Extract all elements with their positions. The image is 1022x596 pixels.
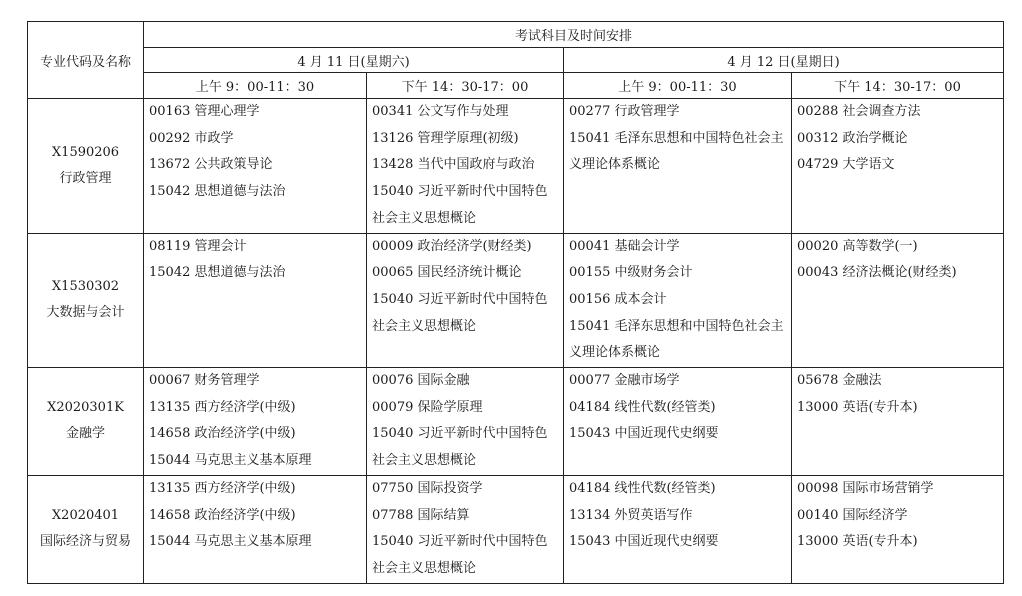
course-entry: 13428 当代中国政府与政治 bbox=[372, 157, 535, 173]
course-entry: 14658 政治经济学(中级) bbox=[149, 426, 296, 442]
course-entry: 00292 市政学 bbox=[149, 130, 234, 146]
major-code: X2020301K bbox=[47, 400, 124, 416]
course-entry: 社会主义思想概论 bbox=[372, 210, 477, 226]
course-entry: 义理论体系概论 bbox=[569, 345, 661, 361]
exam-slot-cell bbox=[792, 475, 1004, 583]
course-entry: 义理论体系概论 bbox=[569, 157, 661, 173]
course-entry: 08119 管理会计 bbox=[149, 238, 247, 254]
course-entry: 15040 习近平新时代中国特色 bbox=[372, 534, 548, 550]
course-entry: 00043 经济法概论(财经类) bbox=[797, 265, 957, 281]
exam-slot-cell bbox=[144, 368, 367, 476]
major-cell bbox=[28, 475, 144, 583]
course-entry: 15042 思想道德与法治 bbox=[149, 265, 286, 281]
major-row bbox=[28, 99, 1004, 234]
exam-schedule-table bbox=[27, 21, 1004, 584]
course-entry: 13672 公共政策导论 bbox=[149, 157, 273, 173]
course-entry: 15043 中国近现代史纲要 bbox=[569, 426, 719, 442]
exam-slot-cell bbox=[144, 475, 367, 583]
exam-slot-cell bbox=[367, 368, 564, 476]
course-entry: 00067 财务管理学 bbox=[149, 373, 260, 389]
major-code: X1530302 bbox=[51, 279, 120, 295]
course-entry: 00009 政治经济学(财经类) bbox=[372, 238, 532, 254]
schedule-body bbox=[28, 99, 1004, 584]
course-entry: 00041 基础会计学 bbox=[569, 238, 680, 254]
course-entry: 13135 西方经济学(中级) bbox=[149, 480, 296, 496]
day-header-apr11: 4 月 11 日(星期六) bbox=[144, 48, 564, 73]
major-row bbox=[28, 475, 1004, 583]
major-name: 金融学 bbox=[65, 426, 105, 442]
schedule-title-header: 考试科目及时间安排 bbox=[144, 22, 1004, 48]
course-entry: 00288 社会调查方法 bbox=[797, 104, 921, 119]
course-entry: 13134 外贸英语写作 bbox=[569, 507, 693, 523]
course-entry: 00077 金融市场学 bbox=[569, 373, 680, 389]
header-row-days bbox=[28, 48, 1004, 73]
course-entry: 00079 保险学原理 bbox=[372, 399, 483, 415]
course-entry: 15041 毛泽东思想和中国特色社会主 bbox=[569, 130, 784, 146]
major-cell bbox=[28, 233, 144, 368]
course-entry: 15041 毛泽东思想和中国特色社会主 bbox=[569, 318, 784, 334]
major-cell bbox=[28, 368, 144, 476]
header-row-slots bbox=[28, 73, 1004, 99]
course-entry: 13000 英语(专升本) bbox=[797, 534, 918, 550]
major-code: X1590206 bbox=[51, 144, 120, 160]
course-entry: 07750 国际投资学 bbox=[372, 480, 483, 496]
course-entry: 15040 习近平新时代中国特色 bbox=[372, 426, 548, 442]
course-entry: 15040 习近平新时代中国特色 bbox=[372, 291, 548, 307]
course-entry: 社会主义思想概论 bbox=[372, 318, 477, 334]
course-entry: 00155 中级财务会计 bbox=[569, 265, 693, 281]
course-entry: 13135 西方经济学(中级) bbox=[149, 399, 296, 415]
course-entry: 00098 国际市场营销学 bbox=[797, 480, 934, 496]
course-entry: 00277 行政管理学 bbox=[569, 104, 680, 119]
exam-slot-cell bbox=[367, 475, 564, 583]
course-entry: 15044 马克思主义基本原理 bbox=[149, 453, 312, 469]
course-entry: 05678 金融法 bbox=[797, 373, 882, 389]
course-entry: 15044 马克思主义基本原理 bbox=[149, 534, 312, 550]
header-row-title bbox=[28, 22, 1004, 48]
course-entry: 00163 管理心理学 bbox=[149, 104, 260, 119]
slot-header-apr11-pm: 下午 14：30-17：00 bbox=[367, 73, 564, 99]
course-entry: 00065 国民经济统计概论 bbox=[372, 265, 522, 281]
course-entry: 15042 思想道德与法治 bbox=[149, 184, 286, 200]
exam-slot-cell bbox=[792, 233, 1004, 368]
course-entry: 15043 中国近现代史纲要 bbox=[569, 534, 719, 550]
major-name: 行政管理 bbox=[59, 170, 112, 186]
course-entry: 13126 管理学原理(初级) bbox=[372, 130, 519, 146]
major-column-header: 专业代码及名称 bbox=[28, 22, 144, 99]
course-entry: 13000 英语(专升本) bbox=[797, 399, 918, 415]
slot-header-apr12-pm: 下午 14：30-17：00 bbox=[792, 73, 1004, 99]
course-entry: 00140 国际经济学 bbox=[797, 507, 908, 523]
slot-header-apr11-am: 上午 9：00-11：30 bbox=[144, 73, 367, 99]
exam-slot-cell bbox=[564, 475, 792, 583]
course-entry: 04729 大学语文 bbox=[797, 157, 895, 173]
day-header-apr12: 4 月 12 日(星期日) bbox=[564, 48, 1004, 73]
course-entry: 14658 政治经济学(中级) bbox=[149, 507, 296, 523]
major-row bbox=[28, 233, 1004, 368]
course-entry: 00020 高等数学(一) bbox=[797, 238, 918, 254]
exam-slot-cell bbox=[367, 99, 564, 234]
exam-slot-cell bbox=[564, 233, 792, 368]
major-code: X2020401 bbox=[51, 508, 120, 524]
exam-slot-cell bbox=[367, 233, 564, 368]
course-entry: 04184 线性代数(经管类) bbox=[569, 399, 716, 415]
course-entry: 15040 习近平新时代中国特色 bbox=[372, 184, 548, 200]
course-entry: 社会主义思想概论 bbox=[372, 453, 477, 469]
exam-slot-cell bbox=[792, 99, 1004, 234]
course-entry: 00312 政治学概论 bbox=[797, 130, 908, 146]
major-cell bbox=[28, 99, 144, 234]
course-entry: 00156 成本会计 bbox=[569, 291, 667, 307]
course-entry: 04184 线性代数(经管类) bbox=[569, 480, 716, 496]
exam-slot-cell bbox=[144, 233, 367, 368]
course-entry: 07788 国际结算 bbox=[372, 507, 470, 523]
major-name: 大数据与会计 bbox=[46, 305, 125, 321]
exam-slot-cell bbox=[564, 368, 792, 476]
course-entry: 00341 公文写作与处理 bbox=[372, 104, 509, 119]
course-entry: 00076 国际金融 bbox=[372, 373, 470, 389]
slot-header-apr12-am: 上午 9：00-11：30 bbox=[564, 73, 792, 99]
exam-slot-cell bbox=[792, 368, 1004, 476]
exam-slot-cell bbox=[564, 99, 792, 234]
major-name: 国际经济与贸易 bbox=[39, 534, 131, 550]
major-row bbox=[28, 368, 1004, 476]
exam-slot-cell bbox=[144, 99, 367, 234]
course-entry: 社会主义思想概论 bbox=[372, 560, 477, 576]
